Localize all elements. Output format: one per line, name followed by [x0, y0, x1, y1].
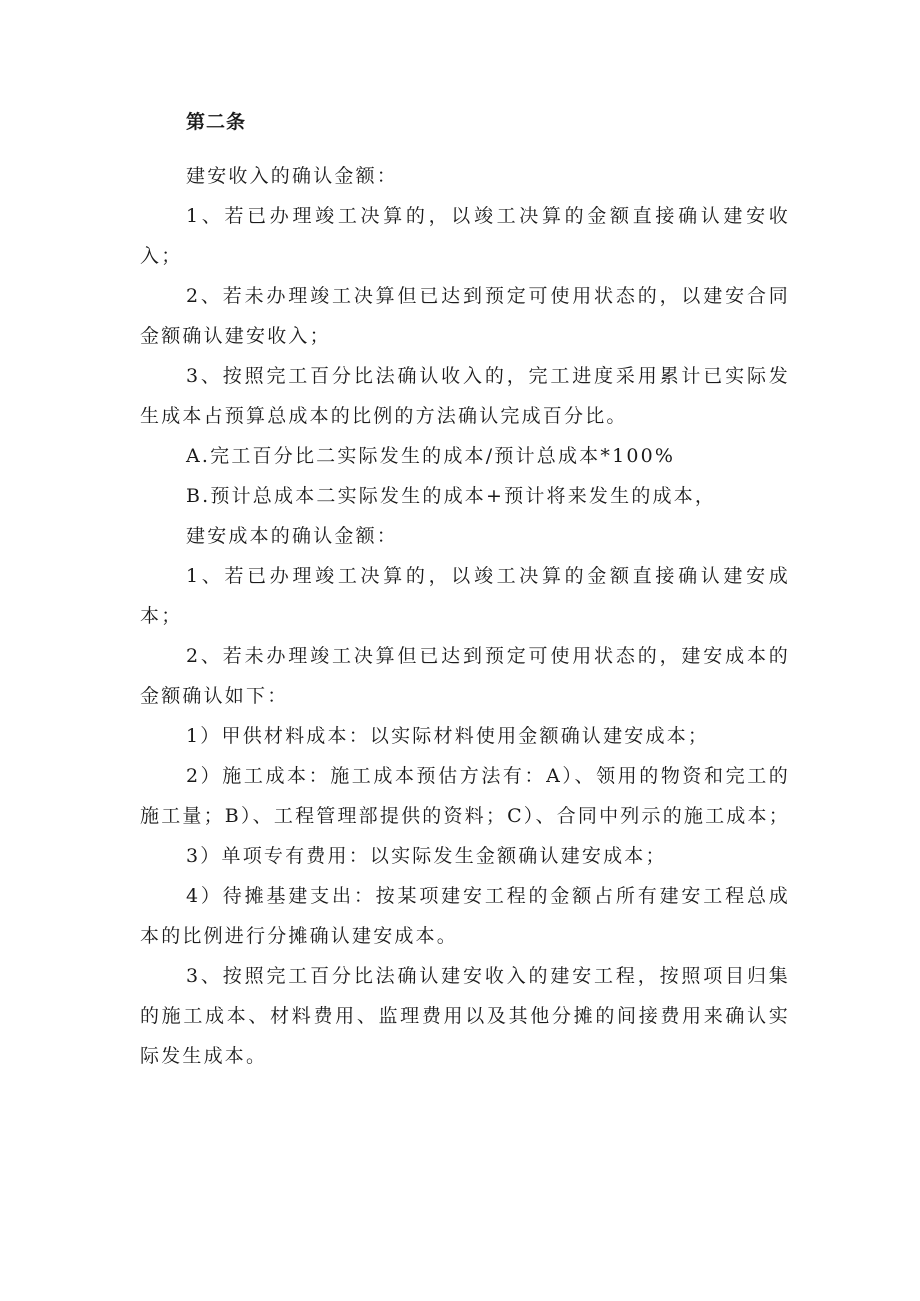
paragraph-revenue-item-1: 1、若已办理竣工决算的，以竣工决算的金额直接确认建安收入； [140, 205, 790, 267]
paragraph-revenue-item-3: 3、按照完工百分比法确认收入的，完工进度采用累计已实际发生成本占预算总成本的比例的方法确认完成百分比。 [140, 365, 790, 427]
paragraph-cost-intro: 建安成本的确认金额： [186, 525, 399, 547]
paragraph-cost-sub-4: 4）待摊基建支出：按某项建安工程的金额占所有建安工程总成本的比例进行分摊确认建安成本。 [140, 885, 790, 947]
document-body [140, 110, 790, 1076]
paragraph-formula-a: A.完工百分比二实际发生的成本/预计总成本*100% [186, 445, 676, 467]
paragraph-cost-item-2: 2、若未办理竣工决算但已达到预定可使用状态的，建安成本的金额确认如下： [140, 645, 790, 707]
paragraph-cost-sub-2: 2）施工成本：施工成本预估方法有：A）、领用的物资和完工的施工量；B）、工程管理部提供的资料；C）、合同中列示的施工成本； [140, 765, 790, 827]
paragraph-revenue-item-2: 2、若未办理竣工决算但已达到预定可使用状态的，以建安合同金额确认建安收入； [140, 285, 790, 347]
paragraph-cost-item-3: 3、按照完工百分比法确认建安收入的建安工程，按照项目归集的施工成本、材料费用、监理费用以及其他分摊的间接费用来确认实际发生成本。 [140, 965, 790, 1067]
article-heading: 第二条 [186, 111, 247, 133]
paragraph-cost-item-1: 1、若已办理竣工决算的，以竣工决算的金额直接确认建安成本； [140, 565, 790, 627]
paragraph-cost-sub-3: 3）单项专有费用：以实际发生金额确认建安成本； [186, 845, 667, 867]
paragraph-cost-sub-1: 1）甲供材料成本：以实际材料使用金额确认建安成本； [186, 725, 710, 747]
paragraph-revenue-intro: 建安收入的确认金额： [186, 165, 399, 187]
paragraph-formula-b: B.预计总成本二实际发生的成本+预计将来发生的成本， [186, 485, 717, 507]
